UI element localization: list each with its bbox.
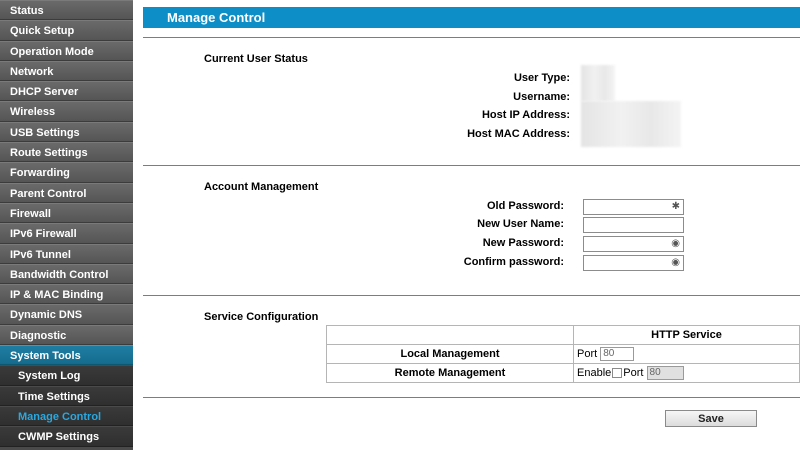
remote-port-input[interactable]: 80 xyxy=(647,366,684,380)
sidebar-item-route-settings[interactable]: Route Settings xyxy=(0,142,133,162)
old-password-input[interactable] xyxy=(583,199,684,215)
local-management-cell xyxy=(574,345,800,364)
sidebar-item-system-tools[interactable]: System Tools xyxy=(0,345,133,365)
sidebar-item-operation-mode[interactable]: Operation Mode xyxy=(0,41,133,61)
eye-icon[interactable]: ◉ xyxy=(671,257,680,268)
local-port-label: Port xyxy=(577,348,598,360)
divider xyxy=(143,37,800,38)
sidebar-item-firewall[interactable]: Firewall xyxy=(0,203,133,223)
new-user-name-label: New User Name: xyxy=(477,218,564,230)
asterisk-icon: ✱ xyxy=(671,201,680,212)
local-port-input[interactable]: 80 xyxy=(600,347,634,361)
save-button[interactable]: Save xyxy=(665,410,757,427)
page-title: Manage Control xyxy=(143,7,800,28)
sidebar-subitem-manage-control[interactable]: Manage Control xyxy=(0,406,133,426)
divider xyxy=(143,397,800,398)
host-ip-label: Host IP Address: xyxy=(481,109,570,121)
remote-port-label: Port xyxy=(623,367,644,379)
sidebar-subitem-cwmp-settings[interactable]: CWMP Settings xyxy=(0,426,133,446)
sidebar-item-quick-setup[interactable]: Quick Setup xyxy=(0,20,133,40)
confirm-password-label: Confirm password: xyxy=(463,256,564,268)
main-content xyxy=(133,0,800,450)
sidebar-item-diagnostic[interactable]: Diagnostic xyxy=(0,325,133,345)
sidebar-item-status[interactable]: Status xyxy=(0,0,133,20)
section-title-service: Service Configuration xyxy=(204,311,319,323)
divider xyxy=(143,295,800,296)
confirm-password-input[interactable] xyxy=(583,255,684,271)
old-password-label: Old Password: xyxy=(486,200,564,212)
section-title-account: Account Management xyxy=(204,181,319,193)
remote-enable-label: Enable xyxy=(577,367,612,379)
sidebar-item-dhcp-server[interactable]: DHCP Server xyxy=(0,81,133,101)
user-type-label: User Type: xyxy=(513,72,570,84)
sidebar-item-network[interactable]: Network xyxy=(0,61,133,81)
sidebar-item-parent-control[interactable]: Parent Control xyxy=(0,183,133,203)
host-mac-label: Host MAC Address: xyxy=(467,128,570,140)
sidebar-item-ip-mac-binding[interactable]: IP & MAC Binding xyxy=(0,284,133,304)
sidebar-subitem-system-log[interactable]: System Log xyxy=(0,365,133,385)
remote-management-label: Remote Management xyxy=(327,364,574,383)
eye-icon[interactable]: ◉ xyxy=(671,238,680,249)
remote-management-cell xyxy=(574,364,800,383)
sidebar xyxy=(0,0,133,450)
table-header-empty xyxy=(327,326,574,345)
sidebar-item-usb-settings[interactable]: USB Settings xyxy=(0,122,133,142)
divider xyxy=(143,165,800,166)
local-management-label: Local Management xyxy=(327,345,574,364)
sidebar-item-dynamic-dns[interactable]: Dynamic DNS xyxy=(0,304,133,324)
username-label: Username: xyxy=(513,91,570,103)
sidebar-item-wireless[interactable]: Wireless xyxy=(0,101,133,121)
section-title-user-status: Current User Status xyxy=(204,53,308,65)
sidebar-item-bandwidth-control[interactable]: Bandwidth Control xyxy=(0,264,133,284)
sidebar-subitem-time-settings[interactable]: Time Settings xyxy=(0,386,133,406)
redacted-value xyxy=(581,101,681,147)
sidebar-item-forwarding[interactable]: Forwarding xyxy=(0,162,133,182)
sidebar-item-ipv6-tunnel[interactable]: IPv6 Tunnel xyxy=(0,244,133,264)
table-row xyxy=(327,345,800,364)
new-password-input[interactable] xyxy=(583,236,684,252)
remote-enable-checkbox[interactable] xyxy=(612,368,622,378)
table-row xyxy=(327,364,800,383)
table-row xyxy=(327,326,800,345)
new-user-name-input[interactable] xyxy=(583,217,684,233)
new-password-label: New Password: xyxy=(482,237,564,249)
table-header-http-service: HTTP Service xyxy=(574,326,800,345)
redacted-value xyxy=(581,65,615,101)
service-table xyxy=(326,325,800,383)
sidebar-item-ipv6-firewall[interactable]: IPv6 Firewall xyxy=(0,223,133,243)
